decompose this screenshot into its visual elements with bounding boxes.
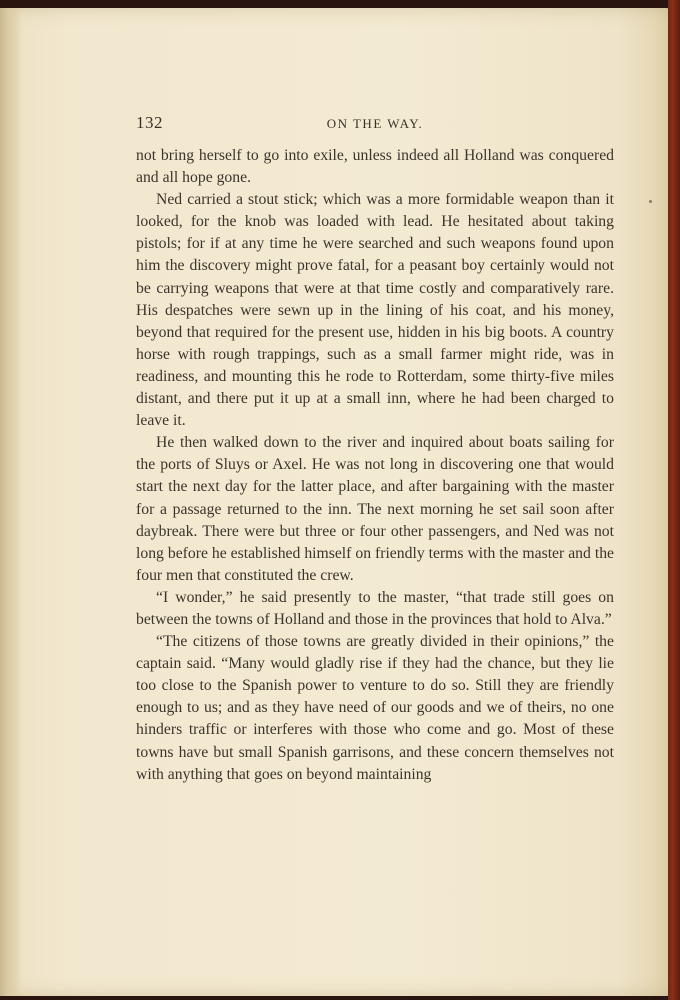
- running-title: ON THE WAY.: [326, 116, 424, 131]
- paragraph: not bring herself to go into exile, unless indeed all Holland was conquered and all hope gone.: [136, 147, 614, 187]
- paragraph: Ned carried a stout stick; which was a more formidable weapon than it looked, for the knob was loaded with lead. He hesitated about taking pistols; for if at any time he were searched and such weapons found upon him the discovery might prove fatal, for a peasant boy certainly would not be carrying weapons that were at that time costly and comparatively rare. His despatches were sewn up in the lining of his coat, and his money, beyond that required for the present use, hidden in his big boots. A country horse with rough trappings, such as a small farmer might ride, was in readiness, and mounting this he rode to Rotterdam, some thirty-five miles distant, and there put it up at a small inn, where he had been charged to leave it.: [136, 191, 614, 430]
- paragraph: “I wonder,” he said presently to the master, “that trade still goes on between the towns of Holland and those in the provinces that hold to Alva.”: [136, 588, 614, 628]
- paragraph: He then walked down to the river and inquired about boats sailing for the ports of Sluys or Axel. He was not long in discovering one that would start the next day for the latter place, and after bargaining with the master for a passage returned to the inn. The next morning he set sail soon after daybreak. There were but three or four other passengers, and Ned was not long before he established himself on friendly terms with the master and the four men that constituted the crew.: [136, 434, 614, 584]
- running-head: [136, 113, 614, 135]
- paper-speck: [649, 200, 652, 203]
- page-number: 132: [136, 113, 163, 132]
- paragraph: “The citizens of those towns are greatly divided in their opinions,” the captain said. “Many would gladly rise if they had the chance, but they lie too close to the Spanish power to venture to do so. Still they are friendly enough to us; and as they have need of our goods and we of theirs, no one hinders traffic or interferes with those who come and go. Most of these towns have but small Spanish garrisons, and these concern themselves not with anything that goes on beyond maintaining: [136, 633, 614, 783]
- page-gutter: [0, 8, 22, 996]
- page-body-text: [136, 145, 614, 786]
- book-cover-edge: [668, 0, 680, 1000]
